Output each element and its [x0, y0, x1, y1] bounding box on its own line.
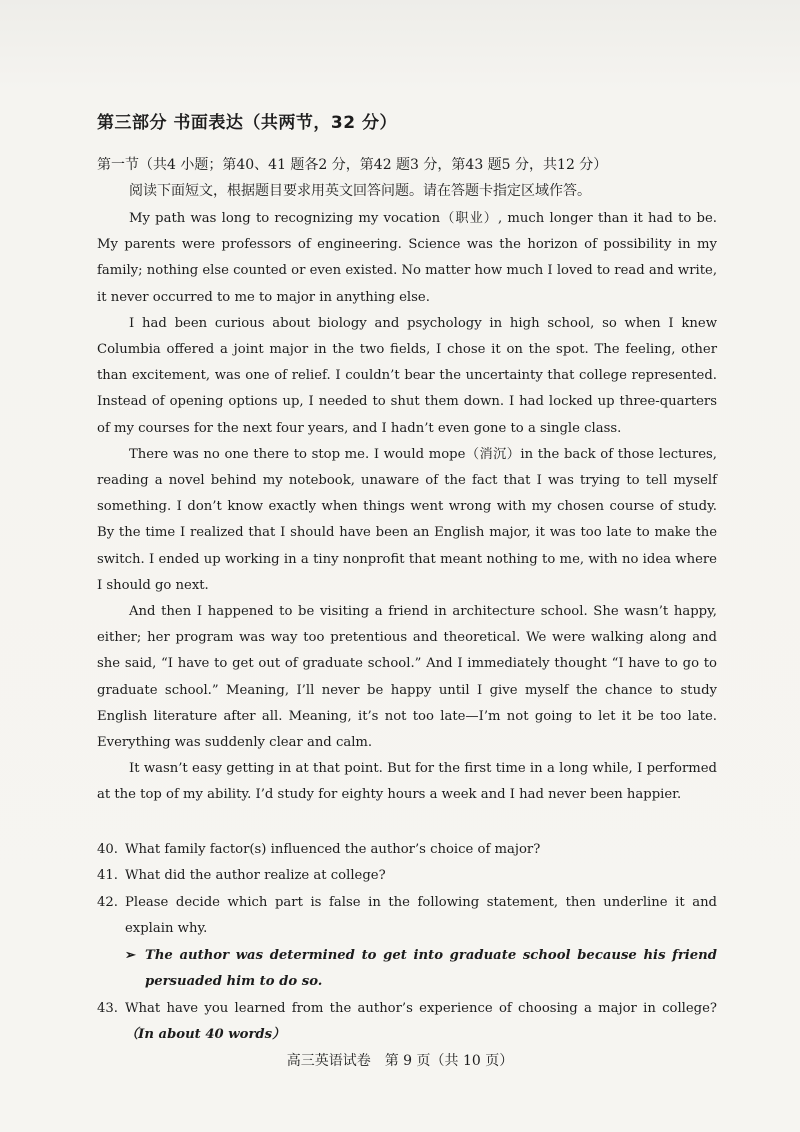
question-text: What have you learned from the author’s experience of choosing a major in college?: [125, 1000, 717, 1016]
question-number: 42.: [97, 894, 118, 910]
question-number: 41.: [97, 868, 118, 884]
question-42: [97, 890, 717, 943]
page-content: [97, 108, 717, 1049]
part-title: 第三部分 书面表达（共两节，32 分）: [97, 113, 397, 133]
question-text: Please decide which part is false in the following statement, then underline it and explain why.: [125, 894, 717, 937]
question-41: [97, 863, 717, 890]
passage-paragraph-2: I had been curious about biology and psychology in high school, so when I knew Columbia offered a joint major in the two fields, I chose it on the spot. The feeling, other than excitement, was one of relief. I couldn’t bear the uncertainty that college represented. Instead of opening options up, I needed to shut them down. I had locked up three-quarters of my courses for the next four years, and I hadn’t even gone to a single class.: [97, 315, 717, 436]
question-number: 40.: [97, 841, 118, 857]
page-footer: 高三英语试卷 第 9 页（共 10 页）: [286, 1053, 514, 1069]
section-title: 第一节（共4 小题；第40、41 题各2 分，第42 题3 分，第43 题5 分，共12 分）: [97, 157, 608, 173]
section-instruction: 阅读下面短文，根据题目要求用英文回答问题。请在答题卡指定区域作答。: [129, 183, 591, 199]
passage-paragraph-1: My path was long to recognizing my vocation（职业）, much longer than it had to be. My parents were professors of engineering. Science was the horizon of possibility in my family; nothing else counted or even existed. No matter how much I loved to read and write, it never occurred to me to major in anything else.: [97, 211, 718, 305]
question-42-statement: [125, 943, 717, 996]
reading-passage: [97, 206, 717, 809]
passage-paragraph-5: It wasn’t easy getting in at that point. But for the first time in a long while, I performed at the top of my ability. I’d study for eighty hours a week and I had never been happier.: [97, 761, 717, 803]
question-text: What family factor(s) influenced the author’s choice of major?: [125, 841, 541, 857]
question-list: [97, 837, 717, 1049]
question-number: 43.: [97, 1000, 118, 1016]
passage-paragraph-4: And then I happened to be visiting a friend in architecture school. She wasn’t happy, either; her program was way too pretentious and theoretical. We were walking along and she said, “I have to get out of graduate school.” And I immediately thought “I have to go to graduate school.” Meaning, I’ll never be happy until I give myself the chance to study English literature after all. Meaning, it’s not too late—I’m not going to let it be too late. Everything was suddenly clear and calm.: [97, 604, 717, 751]
question-43: [97, 996, 717, 1049]
word-limit-note: （In about 40 words）: [125, 1027, 286, 1043]
question-text: What did the author realize at college?: [125, 868, 386, 884]
statement-text: The author was determined to get into graduate school because his friend persuaded him to do so.: [145, 947, 717, 990]
question-40: [97, 837, 717, 864]
arrow-bullet-icon: ➢: [125, 947, 137, 963]
passage-paragraph-3: There was no one there to stop me. I would mope（消沉）in the back of those lectures, reading a novel behind my notebook, unaware of the fact that I was trying to tell myself something. I don’t know exactly when things went wrong with my chosen course of study. By the time I realized that I should have been an English major, it was too late to make the switch. I ended up working in a tiny nonprofit that meant nothing to me, with no idea where I should go next.: [97, 446, 717, 593]
